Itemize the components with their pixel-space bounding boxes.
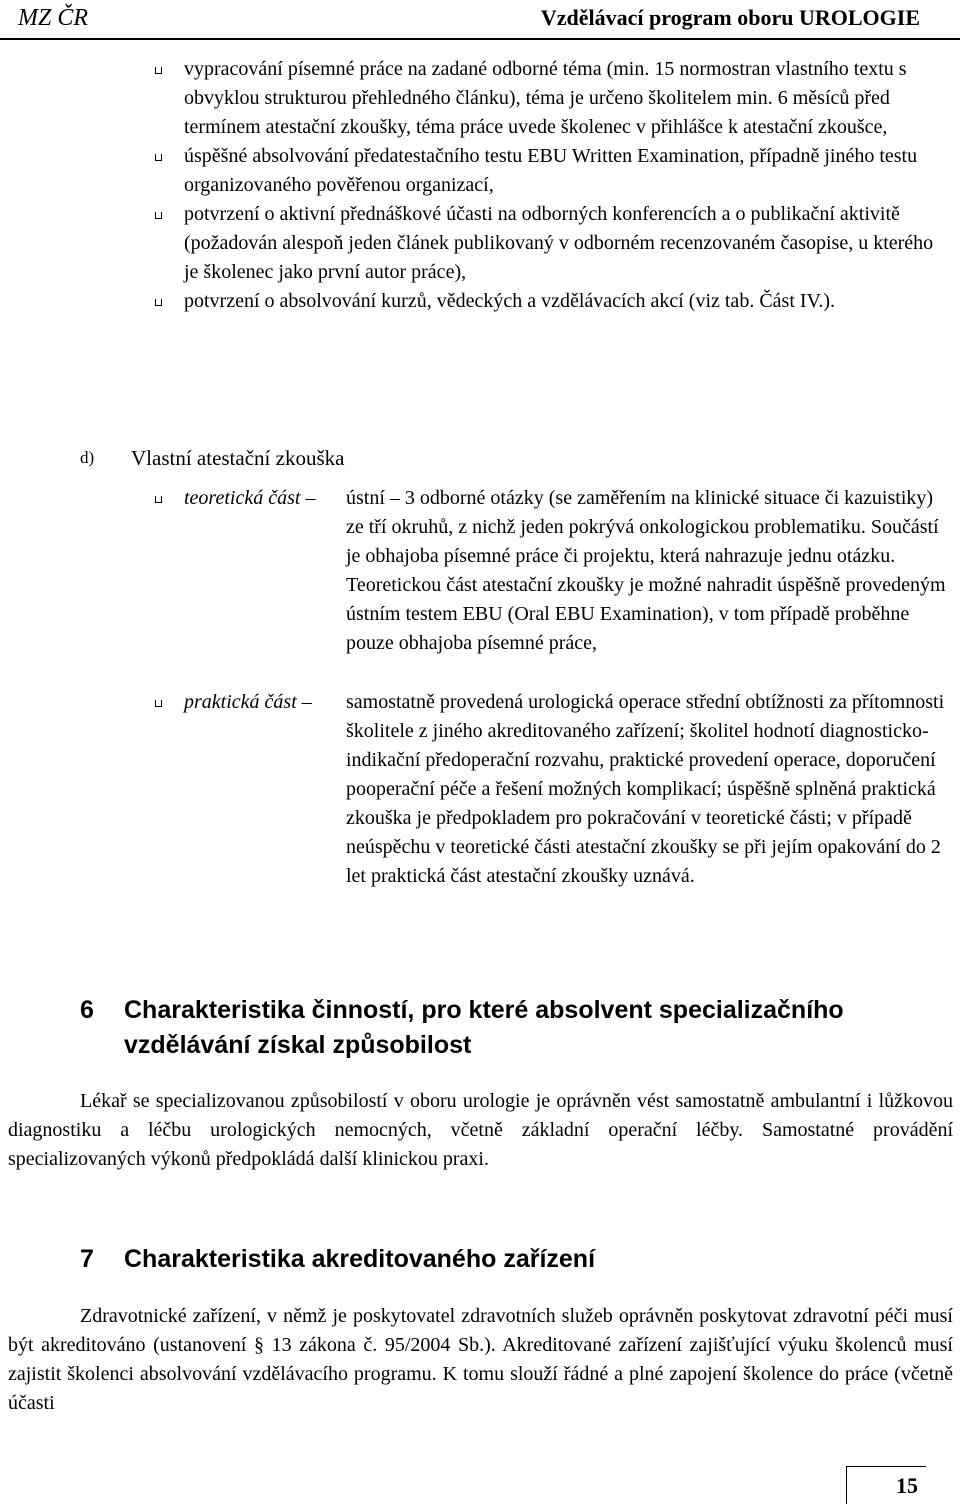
list-item-text: potvrzení o absolvování kurzů, vědeckých a vzdělávacích akcí (viz tab. Část IV.). [184, 290, 836, 312]
section-7-title: Charakteristika akreditovaného zařízení [124, 1245, 596, 1273]
header-ministry: MZ ČR [18, 5, 89, 31]
list-item [0, 200, 960, 287]
section-7-number: 7 [80, 1245, 94, 1273]
header-program-title: Vzdělávací program oboru UROLOGIE [540, 5, 920, 30]
list-item-text: úspěšné absolvování předatestačního testu EBU Written Examination, případně jiného testu organizovaného pověřenou organizací, [184, 145, 918, 196]
bullet-icon [155, 299, 162, 306]
list-item-text: vypracování písemné práce na zadané odborné téma (min. 15 normostran vlastního textu s obvyklou strukturou přehledného článku), téma je určeno školitelem min. 6 měsíců před termínem atestační zkoušky, téma práce uvede školenec v přihlášce k atestační zkoušce, [184, 58, 907, 138]
requirements-list [0, 55, 960, 316]
section-7-paragraph: Zdravotnické zařízení, v němž je poskytovatel zdravotních služeb oprávněn poskytovat zdravotní péči musí být akreditováno (ustanovení § 13 zákona č. 95/2004 Sb.). Akreditované zařízení zajišťující výuku školenců musí zajistit školenci absolvování vzdělávacího programu. K tomu slouží řádné a plné zapojení školence do práce (včetně účasti [8, 1305, 953, 1414]
exam-part-term: praktická část – [184, 691, 312, 713]
term-dash: – [296, 691, 312, 713]
list-item [0, 55, 960, 142]
exam-part-description: ústní – 3 odborné otázky (se zaměřením na klinické situace či kazuistiky) ze tří okruhů, z nichž jeden pokrývá onkologickou problematiku. Součástí je obhajoba písemné práce či projektu, která nahrazuje jednu otázku. Teoretickou část atestační zkoušky je možné nahradit úspěšně provedeným ústním testem EBU (Oral EBU Examination), v tom případě proběhne pouze obhajoba písemné práce, [346, 487, 946, 654]
exam-part-theory [0, 484, 960, 658]
bullet-icon [155, 700, 162, 707]
section-d-label: d) [80, 448, 95, 467]
bullet-icon [155, 496, 162, 503]
list-item [0, 287, 960, 316]
exam-part-practical [0, 688, 960, 891]
exam-part-description: samostatně provedená urologická operace střední obtížnosti za přítomnosti školitele z jiného akreditovaného zařízení; školitel hodnotí diagnosticko-indikační předoperační rozvahu, praktické provedení operace, doporučení pooperační péče a řešení možných komplikací; úspěšně splněná praktická zkouška je předpokladem pro pokračování v teoretické části; v případě neúspěchu v teoretické části atestační zkoušky se při jejím opakování do 2 let praktická část atestační zkoušky uznává. [346, 691, 945, 887]
section-6-title: Charakteristika činností, pro které absolvent specializačního vzdělávání získal způsobilost [124, 996, 844, 1059]
section-6-paragraph: Lékař se specializovanou způsobilostí v oboru urologie je oprávněn vést samostatně ambulantní i lůžkovou diagnostiku a léčbu urologických nemocných, včetně základní operační léčby. Samostatné provádění specializovaných výkonů předpokládá další klinickou praxi. [8, 1090, 953, 1170]
section-6-heading [80, 993, 884, 1063]
bullet-icon [155, 212, 162, 219]
bullet-icon [155, 154, 162, 161]
section-d-title: Vlastní atestační zkouška [131, 446, 345, 470]
list-item-text: potvrzení o aktivní přednáškové účasti na odborných konferencích a o publikační aktivitě (požadován alespoň jeden článek publikovaný v odborném recenzovaném časopise, u kterého je školenec jako první autor práce), [184, 203, 934, 283]
page-header [0, 0, 960, 40]
page-number: 15 [846, 1466, 926, 1504]
section-7-heading [80, 1242, 884, 1277]
list-item [0, 142, 960, 200]
section-6-number: 6 [80, 996, 94, 1024]
bullet-icon [155, 67, 162, 74]
term-dash: – [300, 487, 316, 509]
exam-part-term: teoretická část – [184, 487, 316, 509]
